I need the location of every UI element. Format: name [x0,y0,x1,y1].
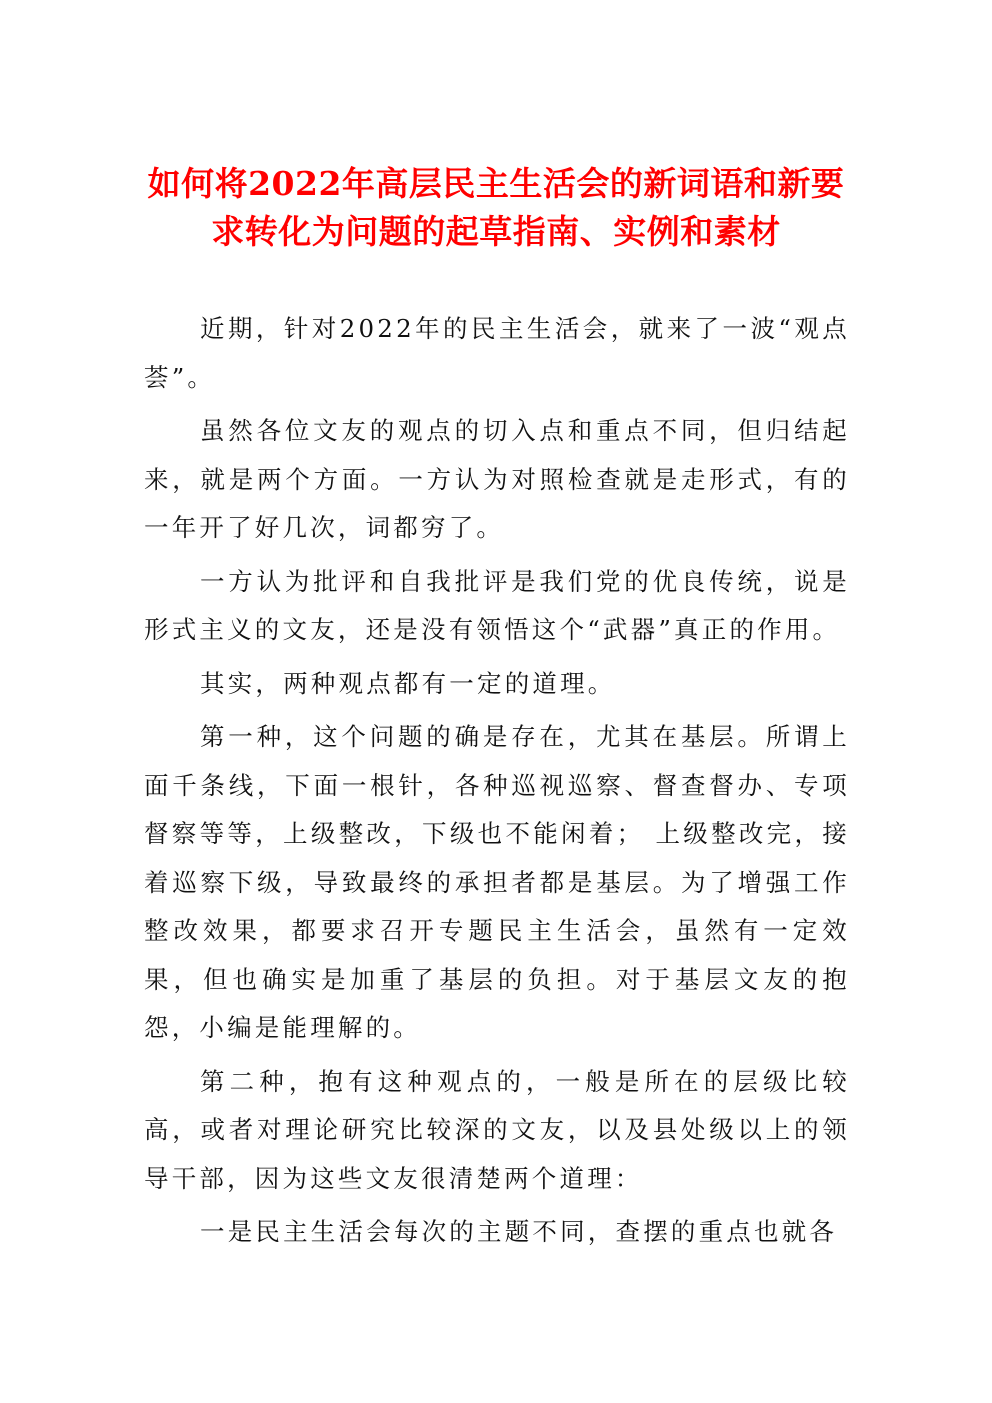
document-body [144,305,850,1262]
paragraph: 虽然各位文友的观点的切入点和重点不同，但归结起来，就是两个方面。一方认为对照检查就是走形式，有的一年开了好几次，词都穷了。 [144,416,850,542]
paragraph: 一方认为批评和自我批评是我们党的优良传统，说是形式主义的文友，还是没有领悟这个“武器”真正的作用。 [144,566,850,644]
paragraph: 第一种，这个问题的确是存在，尤其在基层。所谓上面千条线，下面一根针，各种巡视巡察、督查督办、专项督察等等，上级整改，下级也不能闲着； 上级整改完，接着巡察下级，导致最终的承担者都是基层。为了增强工作整改效果，都要求召开专题民主生活会，虽然有一定效果，但也确实是加重了基层的负担。对于基层文友的抱怨，小编是能理解的。 [144,722,850,1042]
paragraph: 其实，两种观点都有一定的道理。 [200,668,616,698]
paragraph: 第二种，抱有这种观点的，一般是所在的层级比较高，或者对理论研究比较深的文友，以及县处级以上的领导干部，因为这些文友很清楚两个道理： [144,1066,850,1193]
paragraph: 近期，针对2022年的民主生活会，就来了一波“观点荟”。 [144,314,850,392]
document-title: 如何将2022年高层民主生活会的新词语和新要求转化为问题的起草指南、实例和素材 [147,164,845,251]
paragraph: 一是民主生活会每次的主题不同，查摆的重点也就各 [200,1217,838,1246]
